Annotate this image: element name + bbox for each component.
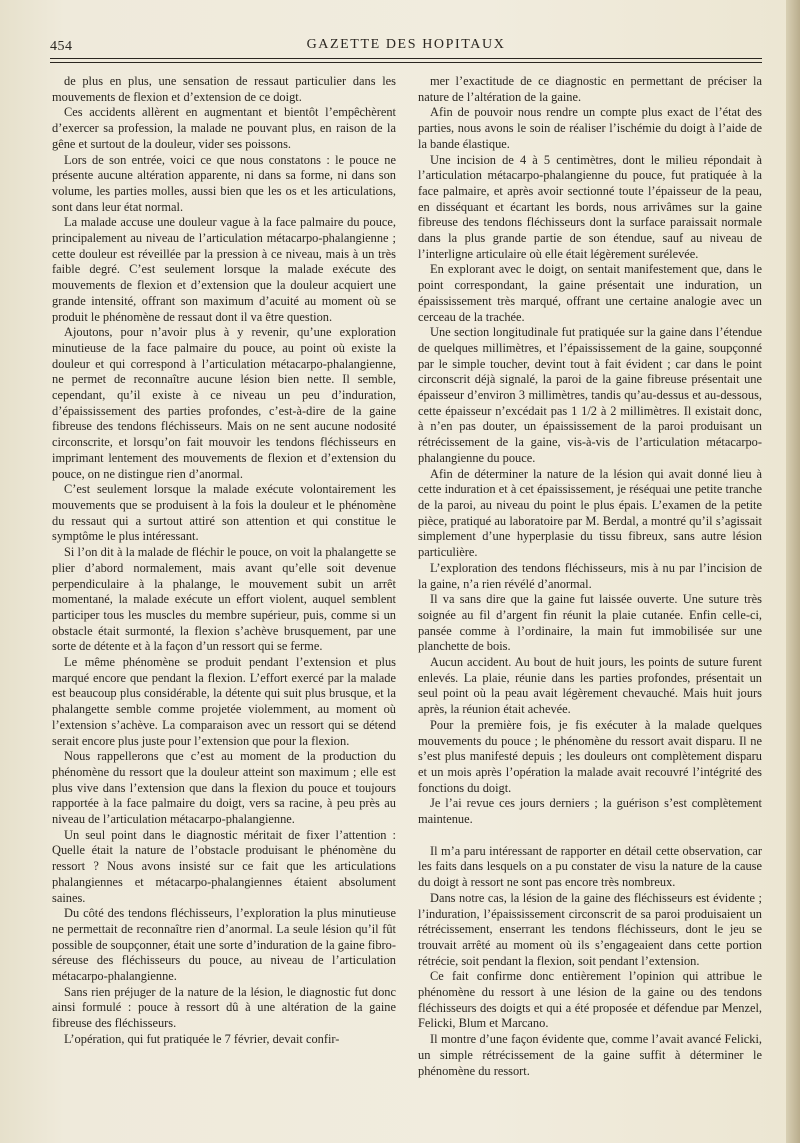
paragraph: En explorant avec le doigt, on sentait manifestement que, dans le point correspondant, la gaine présentait une induration, un épaississement très marqué, offrant une certaine analogie avec un cerceau de la trachée. (418, 262, 762, 324)
paragraph: Afin de déterminer la nature de la lésion qui avait donné lieu à cette induration et à cet épaississement, je réséquai une petite tranche de la paroi, au niveau du point le plus épais. L’examen de la petite pièce, pratiqué au laboratoire par M. Berdal, a montré qu’il s’agissait simplement d’une hyperplasie du tissu fibreux, sans autre lésion particulière. (418, 466, 762, 560)
paragraph: Dans notre cas, la lésion de la gaine des fléchisseurs est évidente ; l’induration, l’épaississement circonscrit de sa paroi produisaient un rétrécissement, enserrant les tendons fléchisseurs, dont le jeu se trouvait arrêté au moment où ils s’engageaient dans cette portion rétrécie, soit pendant la flexion, soit pendant l’extension. (418, 890, 762, 968)
page-number: 454 (50, 39, 73, 54)
paragraph: Une incision de 4 à 5 centimètres, dont le milieu répondait à l’articulation métacarpo-phalangienne du pouce, fut pratiquée à la face palmaire, et après avoir sectionné toute l’épaisseur de la peau, en disséquant et écartant les bords, nous arrivâmes sur la gaine fibreuse des tendons fléchisseurs dont la surface paraissait normale dans la plus grande partie de son étendue, sauf au niveau de l’interligne articulaire où elle était légèrement surélevée. (418, 152, 762, 261)
paragraph: Le même phénomène se produit pendant l’extension et plus marqué encore que pendant la flexion. L’effort exercé par la malade est beaucoup plus considérable, la détente qui suit plus brusque, et la phalangette semble comme projetée violemment, au moment où l’extension s’achève. La comparaison avec un ressort qui se détend serait encore plus juste pour l’extension que pour la flexion. (52, 655, 396, 748)
paragraph: Du côté des tendons fléchisseurs, l’exploration la plus minutieuse ne permettait de reconnaître rien d’anormal. La seule lésion qu’il fût possible de soupçonner, était une sorte d’induration de la gaine fibro-séreuse des fléchisseurs du pouce, au niveau de l’articulation métacarpo-phalangienne. (52, 906, 396, 984)
header-rule-thin (50, 62, 762, 63)
paragraph: Une section longitudinale fut pratiquée sur la gaine dans l’étendue de quelques millimètres, et l’épaississement de la gaine, soupçonné par le simple toucher, devint tout à fait évident ; car dans le point circonscrit déjà signalé, la paroi de la gaine fibreuse présentait une épaisseur d’environ 3 millimètres, tandis qu’au-dessus et au-dessous, cette épaisseur n’excédait pas 1 1/2 à 2 millimètres. Il existait donc, à n’en pas douter, un épaississement de la paroi produisant un rétrécissement de la gaine, vis-à-vis de l’articulation métacarpo-phalangienne du pouce. (418, 325, 762, 465)
paragraph: Aucun accident. Au bout de huit jours, les points de suture furent enlevés. La plaie, réunie dans les parties profondes, présentait un seul point où la peau avait légèrement chevauché. Mais huit jours après, la réunion était achevée. (418, 655, 762, 717)
paragraph: Sans rien préjuger de la nature de la lésion, le diagnostic fut donc ainsi formulé : pouce à ressort dû à une altération de la gaine fibreuse des fléchisseurs. (52, 984, 396, 1031)
running-title: GAZETTE DES HOPITAUX (306, 37, 506, 52)
page-edge (786, 0, 800, 1143)
paragraph: Si l’on dit à la malade de fléchir le pouce, on voit la phalangette se plier d’abord normalement, mais avant qu’elle soit devenue perpendiculaire à la phalange, le mouvement subit un arrêt momentané, la malade exécute un effort violent, auquel semblent participer tous les muscles du membre supérieur, puis, comme si un obstacle était surmonté, la flexion s’achève brusquement, par une sorte de détente et à la façon d’un ressort qui se ferme. (52, 545, 396, 654)
section-break (418, 828, 762, 844)
paragraph: C’est seulement lorsque la malade exécute volontairement les mouvements que se produisent à la fois la douleur et le phénomène du ressaut qui a surtout attiré son attention et qui constitue le symptôme le plus intéressant. (52, 482, 396, 544)
paragraph: Il m’a paru intéressant de rapporter en détail cette observation, car les faits dans lesquels on a pu constater de visu la nature de la cause du doigt à ressort ne sont pas encore très nombreux. (418, 843, 762, 890)
paragraph: Afin de pouvoir nous rendre un compte plus exact de l’état des parties, nous avons le soin de réaliser l’ischémie du doigt à l’aide de la bande élastique. (418, 105, 762, 151)
paragraph: Lors de son entrée, voici ce que nous constatons : le pouce ne présente aucune altération apparente, ni dans sa forme, ni dans son volume, les parties molles, aussi bien que les os et les articulations, sont dans leur état normal. (52, 152, 396, 214)
paragraph: L’exploration des tendons fléchisseurs, mis à nu par l’incision de la gaine, n’a rien révélé d’anormal. (418, 560, 762, 591)
paragraph: Ces accidents allèrent en augmentant et bientôt l’empêchèrent d’exercer sa profession, la malade ne pouvant plus, en raison de la gêne et surtout de la douleur, vider ses poissons. (52, 105, 396, 151)
paragraph: Ce fait confirme donc entièrement l’opinion qui attribue le phénomène du ressort à une lésion de la gaine ou des tendons fléchisseurs des doigts et qui a été proposée et défendue par Menzel, Felicki, Blum et Marcano. (418, 969, 762, 1031)
paragraph: L’opération, qui fut pratiquée le 7 février, devait confir- (64, 1031, 340, 1046)
paragraph: Un seul point dans le diagnostic méritait de fixer l’attention : Quelle était la nature de l’obstacle produisant le phénomène du ressort ? Nous avons insisté sur ce fait que les articulations phalangiennes et métacarpo-phalangiennes étaient absolument saines. (52, 827, 396, 905)
left-column (52, 74, 396, 1048)
paragraph: Il montre d’une façon évidente que, comme l’avait avancé Felicki, un simple rétrécissement de la gaine suffit à déterminer le phénomène du ressort. (418, 1032, 762, 1078)
page-header (50, 30, 762, 60)
header-rule (50, 58, 762, 59)
paragraph: La malade accuse une douleur vague à la face palmaire du pouce, principalement au niveau de l’articulation métacarpo-phalangienne ; cette douleur est réveillée par la pression à ce niveau, mais à un très faible degré. C’est seulement lorsque la malade exécute des mouvements de flexion et d’extension que la douleur acquiert une grande intensité, offrant son maximum d’acuité au moment où se produit le phénomène de ressaut dont il va être question. (52, 215, 396, 324)
right-column (418, 74, 762, 1079)
paragraph: Nous rappellerons que c’est au moment de la production du phénomène du ressort que la douleur atteint son maximum ; elle est plus vive dans l’extension que dans la flexion du pouce et toujours rapportée à la face palmaire du doigt, vers sa racine, à peu près au niveau de l’articulation métacarpo-phalangienne. (52, 749, 396, 827)
paragraph: Pour la première fois, je fis exécuter à la malade quelques mouvements du pouce ; le phénomène du ressort avait disparu. Il ne s’est plus manifesté depuis ; les douleurs ont complètement disparu et un mois après l’opération la malade avait recouvré l’intégrité des fonctions du doigt. (418, 717, 762, 795)
paragraph: Il va sans dire que la gaine fut laissée ouverte. Une suture très soignée au fil d’argent fin réunit la plaie cutanée. Enfin celle-ci, pansée comme à l’ordinaire, la main fut immobilisée sur une planchette de bois. (418, 592, 762, 654)
paragraph: mer l’exactitude de ce diagnostic en permettant de préciser la nature de l’altération de la gaine. (418, 74, 762, 104)
paragraph: de plus en plus, une sensation de ressaut particulier dans les mouvements de flexion et d’extension de ce doigt. (52, 74, 396, 104)
paragraph: Ajoutons, pour n’avoir plus à y revenir, qu’une exploration minutieuse de la face palmaire du pouce, au point où existe la douleur et qui correspond à l’articulation métacarpo-phalangienne, ne permet de reconnaître aucune lésion bien nette. Il semble, cependant, qu’il existe à ce niveau un peu d’induration, d’épaississement des parties profondes, c’est-à-dire de la gaine fibreuse des tendons fléchisseurs. Mais on ne sent aucune nodosité circonscrite, et lorsqu’on fait mouvoir les tendons fléchisseurs en imprimant lentement des mouvements de flexion et d’extension du pouce, on ne distingue rien d’anormal. (52, 325, 396, 481)
paragraph: Je l’ai revue ces jours derniers ; la guérison s’est complètement maintenue. (418, 796, 762, 827)
